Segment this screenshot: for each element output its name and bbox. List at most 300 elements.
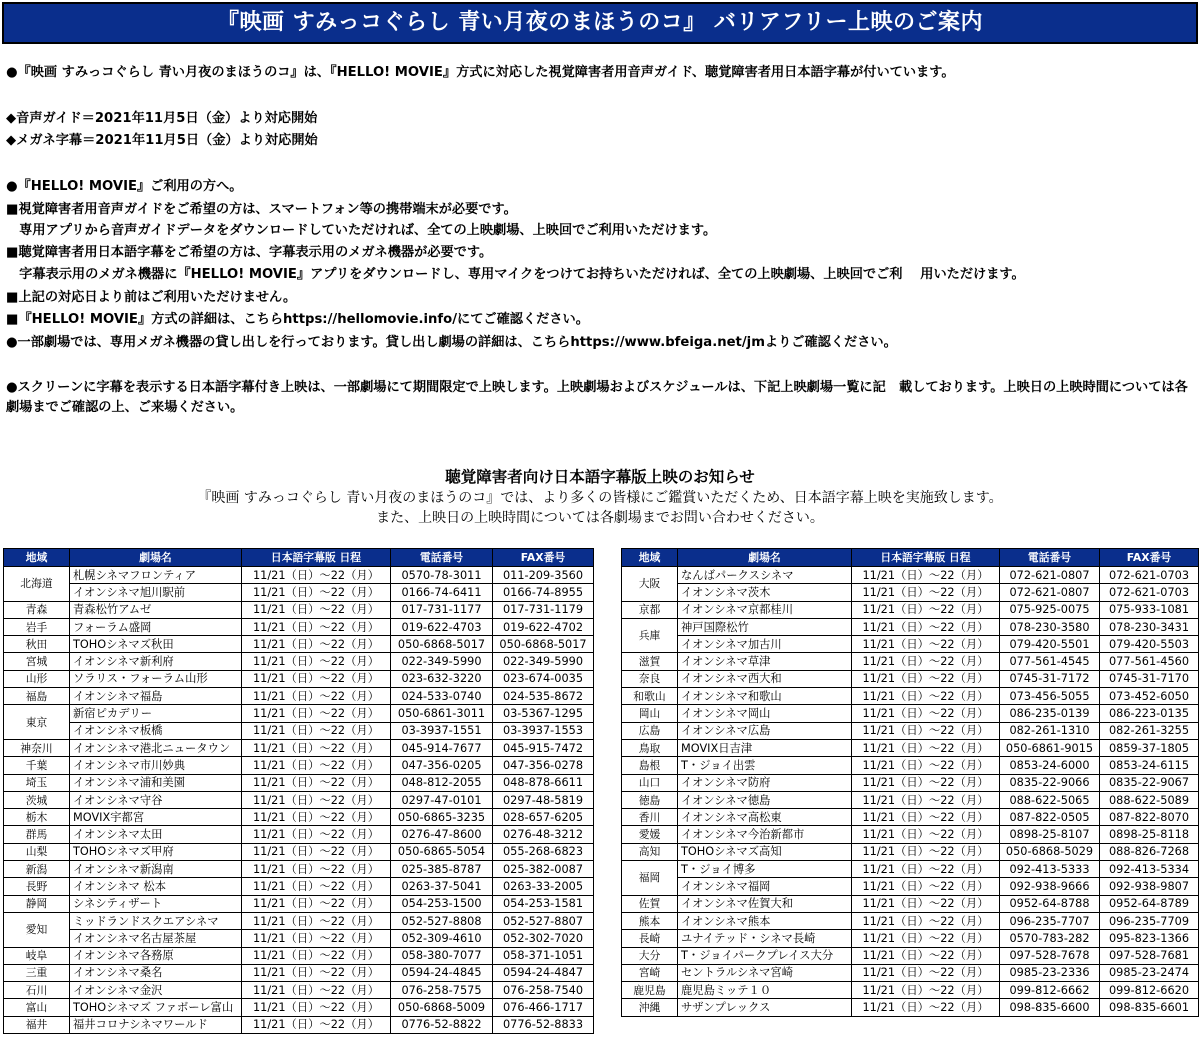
phone-cell: 0276-47-8600 [391,826,493,843]
phone-cell: 050-6868-5009 [391,999,493,1016]
schedule-cell: 11/21（日）～22（月） [852,705,1000,722]
fax-cell: 099-812-6620 [1100,982,1199,999]
fax-cell: 017-731-1179 [493,601,594,618]
schedule-cell: 11/21（日）～22（月） [852,930,1000,947]
schedule-cell: 11/21（日）～22（月） [242,757,391,774]
fax-cell: 047-356-0278 [493,757,594,774]
table-row [622,791,1199,808]
schedule-cell: 11/21（日）～22（月） [242,912,391,929]
region-cell: 神奈川 [4,739,70,756]
fax-cell: 095-823-1366 [1100,930,1199,947]
fax-cell: 03-5367-1295 [493,705,594,722]
schedule-cell: 11/21（日）～22（月） [242,878,391,895]
table-row [4,791,594,808]
region-cell: 高知 [622,843,678,860]
phone-cell: 058-380-7077 [391,947,493,964]
schedule-cell: 11/21（日）～22（月） [852,912,1000,929]
schedule-cell: 11/21（日）～22（月） [852,861,1000,878]
theater-name-cell: T・ジョイパークプレイス大分 [678,947,852,964]
table-row [4,826,594,843]
phone-cell: 098-835-6600 [1000,999,1100,1016]
theater-name-cell: イオンシネマ広島 [678,722,852,739]
fax-cell: 082-261-3255 [1100,722,1199,739]
region-cell: 兵庫 [622,618,678,653]
table-row [4,739,594,756]
table-row [4,947,594,964]
schedule-cell: 11/21（日）～22（月） [852,999,1000,1016]
region-cell: 広島 [622,722,678,739]
table-row [4,601,594,618]
region-cell: 和歌山 [622,688,678,705]
phone-cell: 0853-24-6000 [1000,757,1100,774]
region-cell: 岩手 [4,618,70,635]
fax-cell: 078-230-3431 [1100,618,1199,635]
theater-name-cell: イオンシネマ和歌山 [678,688,852,705]
theater-name-cell: イオンシネマ草津 [678,653,852,670]
phone-cell: 047-356-0205 [391,757,493,774]
table-row [4,636,594,653]
note-hello-movie-users: ●『HELLO! MOVIE』ご利用の方へ。 [6,179,243,194]
header-schedule: 日本語字幕版 日程 [852,549,1000,567]
header-fax: FAX番号 [493,549,594,567]
note-audio-guide-device: ■視覚障害者用音声ガイドをご希望の方は、スマートフォン等の携帯端末が必要です。 [6,202,517,217]
theater-name-cell: イオンシネマ浦和美園 [70,774,242,791]
region-cell: 静岡 [4,895,70,912]
region-cell: 茨城 [4,791,70,808]
fax-cell: 0276-48-3212 [493,826,594,843]
schedule-cell: 11/21（日）～22（月） [852,722,1000,739]
schedule-cell: 11/21（日）～22（月） [242,826,391,843]
theater-name-cell: 札幌シネマフロンティア [70,567,242,584]
fax-cell: 096-235-7709 [1100,912,1199,929]
table-row [4,653,594,670]
fax-cell: 088-622-5089 [1100,791,1199,808]
theater-name-cell: イオンシネマ桑名 [70,964,242,981]
theater-name-cell: TOHOシネマズ秋田 [70,636,242,653]
theater-name-cell: イオンシネマ加古川 [678,636,852,653]
header-theater: 劇場名 [678,549,852,567]
header-theater: 劇場名 [70,549,242,567]
theater-table-left [3,548,594,1034]
table-row [4,843,594,860]
phone-cell: 0776-52-8822 [391,1016,493,1033]
theater-name-cell: イオンシネマ板橋 [70,722,242,739]
region-cell: 京都 [622,601,678,618]
table-row [622,809,1199,826]
fax-cell: 076-258-7540 [493,982,594,999]
region-cell: 岐阜 [4,947,70,964]
schedule-cell: 11/21（日）～22（月） [852,739,1000,756]
table-row [622,982,1199,999]
table-row [622,757,1199,774]
fax-cell: 097-528-7681 [1100,947,1199,964]
schedule-cell: 11/21（日）～22（月） [242,861,391,878]
theater-name-cell: シネシティザート [70,895,242,912]
fax-cell: 072-621-0703 [1100,584,1199,601]
note-audio-guide-app: 専用アプリから音声ガイドデータをダウンロードしていただければ、全ての上映劇場、上映回でご利用いただけます。 [6,223,717,238]
fax-cell: 050-6868-5017 [493,636,594,653]
fax-cell: 092-938-9807 [1100,878,1199,895]
schedule-cell: 11/21（日）～22（月） [242,670,391,687]
theater-name-cell: イオンシネマ高松東 [678,809,852,826]
region-cell: 新潟 [4,861,70,878]
theater-name-cell: イオンシネマ新利府 [70,653,242,670]
region-cell: 大分 [622,947,678,964]
table-header-row [4,549,594,567]
table-row [4,618,594,635]
fax-cell: 025-382-0087 [493,861,594,878]
theater-name-cell: イオンシネマ 松本 [70,878,242,895]
subtitle-screening-notice [0,466,1200,528]
notice-title: 聴覚障害者向け日本語字幕版上映のお知らせ [445,468,755,486]
theater-name-cell: イオンシネマ新潟南 [70,861,242,878]
theater-name-cell: T・ジョイ博多 [678,861,852,878]
table-row [4,1016,594,1033]
phone-cell: 0985-23-2336 [1000,964,1100,981]
table-row [622,895,1199,912]
region-cell: 鹿児島 [622,982,678,999]
phone-cell: 092-938-9666 [1000,878,1100,895]
schedule-cell: 11/21（日）～22（月） [852,618,1000,635]
fax-cell: 086-223-0135 [1100,705,1199,722]
region-cell: 山形 [4,670,70,687]
note-hello-movie-details: ■『HELLO! MOVIE』方式の詳細は、こちらhttps://hellomovie.info/にてご確認ください。 [6,312,589,327]
region-cell: 大阪 [622,567,678,602]
table-row [4,705,594,722]
header-phone: 電話番号 [391,549,493,567]
page-title-banner [2,2,1198,44]
phone-cell: 0594-24-4845 [391,964,493,981]
region-cell: 徳島 [622,791,678,808]
schedule-cell: 11/21（日）～22（月） [242,964,391,981]
region-cell: 福島 [4,688,70,705]
table-row [622,670,1199,687]
fax-cell: 048-878-6611 [493,774,594,791]
schedule-cell: 11/21（日）～22（月） [852,809,1000,826]
schedule-cell: 11/21（日）～22（月） [242,618,391,635]
fax-cell: 0297-48-5819 [493,791,594,808]
schedule-cell: 11/21（日）～22（月） [242,930,391,947]
schedule-cell: 11/21（日）～22（月） [242,601,391,618]
phone-cell: 0570-78-3011 [391,567,493,584]
schedule-cell: 11/21（日）～22（月） [242,791,391,808]
table-row [4,895,594,912]
table-row [4,930,594,947]
region-cell: 佐賀 [622,895,678,912]
schedule-cell: 11/21（日）～22（月） [852,895,1000,912]
phone-cell: 024-533-0740 [391,688,493,705]
table-row [622,705,1199,722]
phone-cell: 073-456-5055 [1000,688,1100,705]
region-cell: 群馬 [4,826,70,843]
phone-cell: 0263-37-5041 [391,878,493,895]
theater-name-cell: イオンシネマ西大和 [678,670,852,687]
schedule-cell: 11/21（日）～22（月） [242,688,391,705]
phone-cell: 0835-22-9066 [1000,774,1100,791]
phone-cell: 045-914-7677 [391,739,493,756]
phone-cell: 019-622-4703 [391,618,493,635]
region-cell: 岡山 [622,705,678,722]
fax-cell: 098-835-6601 [1100,999,1199,1016]
table-row [4,912,594,929]
table-row [622,618,1199,635]
theater-name-cell: なんばパークスシネマ [678,567,852,584]
theater-name-cell: イオンシネマ金沢 [70,982,242,999]
theater-name-cell: TOHOシネマズ ファボーレ富山 [70,999,242,1016]
phone-cell: 087-822-0505 [1000,809,1100,826]
fax-cell: 076-466-1717 [493,999,594,1016]
theater-name-cell: イオンシネマ守谷 [70,791,242,808]
fax-cell: 055-268-6823 [493,843,594,860]
theater-name-cell: MOVIX宇都宮 [70,809,242,826]
schedule-cell: 11/21（日）～22（月） [852,843,1000,860]
header-phone: 電話番号 [1000,549,1100,567]
phone-cell: 082-261-1310 [1000,722,1100,739]
phone-cell: 054-253-1500 [391,895,493,912]
schedule-cell: 11/21（日）～22（月） [852,601,1000,618]
fax-cell: 077-561-4560 [1100,653,1199,670]
theater-name-cell: イオンシネマ福岡 [678,878,852,895]
fax-cell: 0166-74-8955 [493,584,594,601]
table-row [4,878,594,895]
phone-cell: 077-561-4545 [1000,653,1100,670]
theater-name-cell: 福井コロナシネマワールド [70,1016,242,1033]
theater-name-cell: T・ジョイ出雲 [678,757,852,774]
header-fax: FAX番号 [1100,549,1199,567]
fax-cell: 0594-24-4847 [493,964,594,981]
table-row [622,601,1199,618]
table-row [622,739,1199,756]
theater-name-cell: イオンシネマ佐賀大和 [678,895,852,912]
note-subtitle-device: ■聴覚障害者用日本語字幕をご希望の方は、字幕表示用のメガネ機器が必要です。 [6,245,493,260]
header-region: 地域 [4,549,70,567]
table-header-row [622,549,1199,567]
phone-cell: 092-413-5333 [1000,861,1100,878]
schedule-cell: 11/21（日）～22（月） [242,705,391,722]
theater-name-cell: イオンシネマ岡山 [678,705,852,722]
schedule-cell: 11/21（日）～22（月） [242,843,391,860]
fax-cell: 019-622-4702 [493,618,594,635]
schedule-cell: 11/21（日）～22（月） [242,653,391,670]
region-cell: 鳥取 [622,739,678,756]
theater-table-body [622,567,1199,1017]
fax-cell: 0898-25-8118 [1100,826,1199,843]
phone-cell: 025-385-8787 [391,861,493,878]
phone-cell: 072-621-0807 [1000,584,1100,601]
theater-name-cell: イオンシネマ茨木 [678,584,852,601]
region-cell: 長崎 [622,930,678,947]
phone-cell: 050-6861-9015 [1000,739,1100,756]
phone-cell: 022-349-5990 [391,653,493,670]
schedule-cell: 11/21（日）～22（月） [242,1016,391,1033]
header-region: 地域 [622,549,678,567]
fax-cell: 052-302-7020 [493,930,594,947]
schedule-cell: 11/21（日）～22（月） [852,567,1000,584]
table-row [622,826,1199,843]
region-cell: 愛媛 [622,826,678,843]
header-schedule: 日本語字幕版 日程 [242,549,391,567]
theater-name-cell: イオンシネマ旭川駅前 [70,584,242,601]
table-row [622,861,1199,878]
region-cell: 富山 [4,999,70,1016]
table-row [622,688,1199,705]
region-cell: 東京 [4,705,70,740]
fax-cell: 058-371-1051 [493,947,594,964]
fax-cell: 0952-64-8789 [1100,895,1199,912]
phone-cell: 052-527-8808 [391,912,493,929]
schedule-cell: 11/21（日）～22（月） [242,895,391,912]
table-row [4,999,594,1016]
table-row [622,567,1199,584]
region-cell: 奈良 [622,670,678,687]
theater-name-cell: サザンプレックス [678,999,852,1016]
theater-name-cell: 鹿児島ミッテ１０ [678,982,852,999]
table-row [622,636,1199,653]
page-title: 『映画 すみっコぐらし 青い月夜のまほうのコ』 バリアフリー上映のご案内 [216,10,984,35]
theater-table-right [621,548,1199,1017]
fax-cell: 073-452-6050 [1100,688,1199,705]
theater-name-cell: TOHOシネマズ甲府 [70,843,242,860]
fax-cell: 072-621-0703 [1100,567,1199,584]
region-cell: 三重 [4,964,70,981]
theater-name-cell: イオンシネマ各務原 [70,947,242,964]
region-cell: 山梨 [4,843,70,860]
fax-cell: 045-915-7472 [493,739,594,756]
phone-cell: 0745-31-7172 [1000,670,1100,687]
fax-cell: 011-209-3560 [493,567,594,584]
table-row [622,653,1199,670]
phone-cell: 078-230-3580 [1000,618,1100,635]
theater-name-cell: セントラルシネマ宮崎 [678,964,852,981]
fax-cell: 0776-52-8833 [493,1016,594,1033]
fax-cell: 087-822-8070 [1100,809,1199,826]
phone-cell: 050-6865-5054 [391,843,493,860]
phone-cell: 086-235-0139 [1000,705,1100,722]
phone-cell: 0166-74-6411 [391,584,493,601]
fax-cell: 079-420-5503 [1100,636,1199,653]
phone-cell: 076-258-7575 [391,982,493,999]
theater-name-cell: イオンシネマ港北ニュータウン [70,739,242,756]
fax-cell: 0835-22-9067 [1100,774,1199,791]
region-cell: 山口 [622,774,678,791]
schedule-cell: 11/21（日）～22（月） [852,584,1000,601]
phone-cell: 097-528-7678 [1000,947,1100,964]
region-cell: 青森 [4,601,70,618]
table-row [4,982,594,999]
phone-cell: 075-925-0075 [1000,601,1100,618]
fax-cell: 0985-23-2474 [1100,964,1199,981]
fax-cell: 088-826-7268 [1100,843,1199,860]
table-row [622,912,1199,929]
region-cell: 福岡 [622,861,678,896]
region-cell: 秋田 [4,636,70,653]
table-row [4,567,594,584]
region-cell: 宮崎 [622,964,678,981]
region-cell: 島根 [622,757,678,774]
fax-cell: 03-3937-1553 [493,722,594,739]
theater-name-cell: イオンシネマ太田 [70,826,242,843]
region-cell: 滋賀 [622,653,678,670]
fax-cell: 092-413-5334 [1100,861,1199,878]
table-row [622,964,1199,981]
phone-cell: 050-6861-3011 [391,705,493,722]
schedule-cell: 11/21（日）～22（月） [852,964,1000,981]
region-cell: 愛知 [4,912,70,947]
notice-line-2: また、上映日の上映時間については各劇場までお問い合わせください。 [376,510,824,526]
fax-cell: 0859-37-1805 [1100,739,1199,756]
theater-name-cell: イオンシネマ徳島 [678,791,852,808]
fax-cell: 0745-31-7170 [1100,670,1199,687]
schedule-cell: 11/21（日）～22（月） [852,636,1000,653]
phone-cell: 0297-47-0101 [391,791,493,808]
phone-cell: 088-622-5065 [1000,791,1100,808]
schedule-cell: 11/21（日）～22（月） [852,982,1000,999]
theater-name-cell: 神戸国際松竹 [678,618,852,635]
phone-cell: 03-3937-1551 [391,722,493,739]
theater-name-cell: イオンシネマ市川妙典 [70,757,242,774]
theater-name-cell: ミッドランドスクエアシネマ [70,912,242,929]
schedule-cell: 11/21（日）～22（月） [852,774,1000,791]
region-cell: 栃木 [4,809,70,826]
region-cell: 埼玉 [4,774,70,791]
theater-name-cell: イオンシネマ京都桂川 [678,601,852,618]
note-subtitle-app: 字幕表示用のメガネ機器に『HELLO! MOVIE』アプリをダウンロードし、専用マイクをつけてお持ちいただければ、全ての上映劇場、上映回でご利 用いただけます。 [6,267,1025,282]
theater-name-cell: ユナイテッド・シネマ長崎 [678,930,852,947]
fax-cell: 054-253-1581 [493,895,594,912]
table-row [622,774,1199,791]
schedule-cell: 11/21（日）～22（月） [852,688,1000,705]
table-row [4,861,594,878]
note-intro: ●『映画 すみっコぐらし 青い月夜のまほうのコ』は、『HELLO! MOVIE』方式に対応した視覚障害者用音声ガイド、聴覚障害者用日本語字幕が付いています。 [6,65,955,80]
schedule-cell: 11/21（日）～22（月） [852,826,1000,843]
schedule-cell: 11/21（日）～22（月） [242,982,391,999]
region-cell: 宮城 [4,653,70,670]
phone-cell: 099-812-6662 [1000,982,1100,999]
note-before-start-date: ■上記の対応日より前はご利用いただけません。 [6,290,297,305]
phone-cell: 0952-64-8788 [1000,895,1100,912]
table-row [622,947,1199,964]
theater-name-cell: ソラリス・フォーラム山形 [70,670,242,687]
phone-cell: 0570-783-282 [1000,930,1100,947]
schedule-cell: 11/21（日）～22（月） [852,791,1000,808]
fax-cell: 052-527-8807 [493,912,594,929]
theater-name-cell: 青森松竹アムゼ [70,601,242,618]
table-row [4,809,594,826]
fax-cell: 023-674-0035 [493,670,594,687]
theater-name-cell: イオンシネマ今治新都市 [678,826,852,843]
table-row [4,688,594,705]
schedule-cell: 11/21（日）～22（月） [852,757,1000,774]
schedule-cell: 11/21（日）～22（月） [852,878,1000,895]
notice-line-1: 『映画 すみっコぐらし 青い月夜のまほうのコ』では、より多くの皆様にご鑑賞いただくため、日本語字幕上映を実施致します。 [197,490,1003,506]
schedule-cell: 11/21（日）～22（月） [852,947,1000,964]
theater-name-cell: 新宿ピカデリー [70,705,242,722]
fax-cell: 075-933-1081 [1100,601,1199,618]
fax-cell: 0263-33-2005 [493,878,594,895]
theater-name-cell: イオンシネマ熊本 [678,912,852,929]
phone-cell: 023-632-3220 [391,670,493,687]
schedule-cell: 11/21（日）～22（月） [242,636,391,653]
table-row [4,757,594,774]
theater-name-cell: イオンシネマ名古屋茶屋 [70,930,242,947]
fax-cell: 022-349-5990 [493,653,594,670]
phone-cell: 050-6868-5029 [1000,843,1100,860]
table-row [4,670,594,687]
table-row [622,878,1199,895]
schedule-cell: 11/21（日）～22（月） [852,653,1000,670]
table-row [4,584,594,601]
phone-cell: 017-731-1177 [391,601,493,618]
